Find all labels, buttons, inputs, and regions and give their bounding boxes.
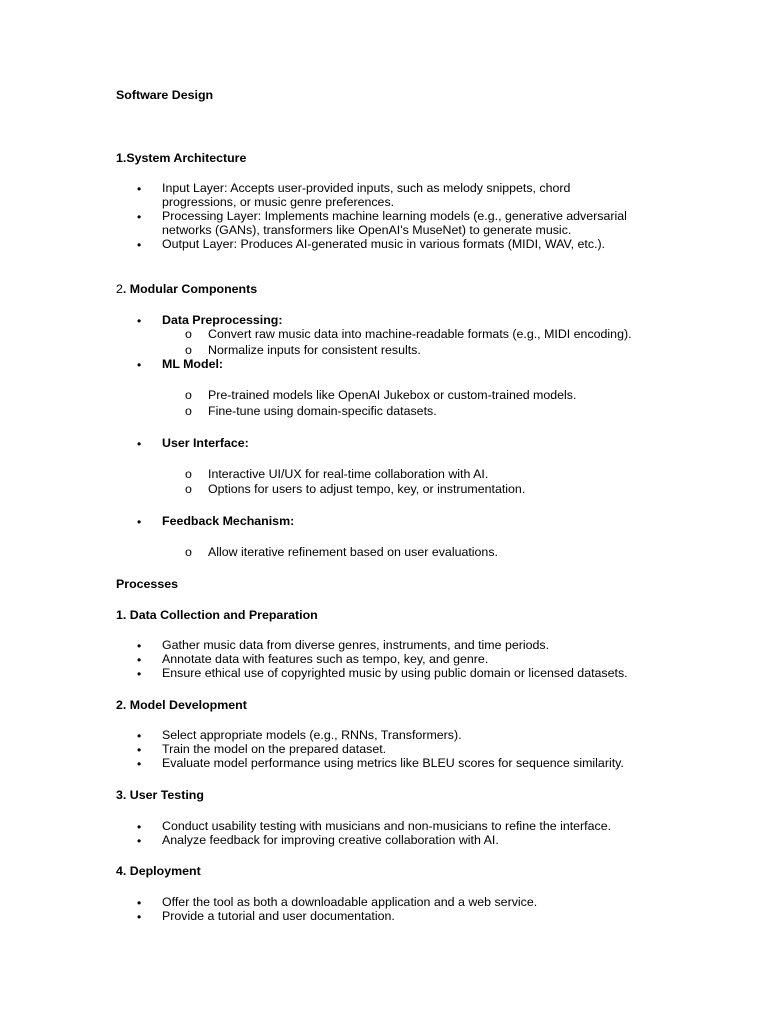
step-heading: 2. Model Development <box>116 698 247 712</box>
component-label: User Interface: <box>162 436 249 450</box>
list-item: Analyze feedback for improving creative collaboration with AI. <box>162 833 499 847</box>
step-heading: 1. Data Collection and Preparation <box>116 608 318 622</box>
bullet: • <box>137 210 142 224</box>
sub-item: Options for users to adjust tempo, key, or instrumentation. <box>208 482 526 496</box>
sub-bullet: o <box>185 545 192 559</box>
sub-bullet: o <box>185 388 192 402</box>
list-item: Evaluate model performance using metrics like BLEU scores for sequence similarity. <box>162 756 624 770</box>
list-item: Gather music data from diverse genres, instruments, and time periods. <box>162 638 550 652</box>
list-item <box>162 237 662 251</box>
section-heading-architecture: 1.System Architecture <box>116 151 247 165</box>
list-item-line: Processing Layer: Implements machine learning models (e.g., generative adversarial <box>162 209 627 223</box>
bullet: • <box>137 834 142 848</box>
bullet: • <box>137 820 142 834</box>
bullet: • <box>137 910 142 924</box>
step-heading: 4. Deployment <box>116 864 201 878</box>
bullet: • <box>137 358 142 372</box>
bullet: • <box>137 743 142 757</box>
sub-bullet: o <box>185 467 192 481</box>
list-item <box>162 209 662 237</box>
list-item-line: Input Layer: Accepts user-provided inputs, such as melody snippets, chord <box>162 181 571 195</box>
list-item: Ensure ethical use of copyrighted music by using public domain or licensed datasets. <box>162 666 628 680</box>
sub-item: Allow iterative refinement based on user evaluations. <box>208 545 498 559</box>
bullet: • <box>137 314 142 328</box>
bullet: • <box>137 729 142 743</box>
section-heading-processes: Processes <box>116 577 179 591</box>
bullet: • <box>137 639 142 653</box>
bullet: • <box>137 238 142 252</box>
bullet: • <box>137 896 142 910</box>
component-label: Feedback Mechanism: <box>162 514 295 528</box>
bullet: • <box>137 757 142 771</box>
list-item: Conduct usability testing with musicians and non-musicians to refine the interface. <box>162 819 612 833</box>
sub-item: Convert raw music data into machine-readable formats (e.g., MIDI encoding). <box>208 327 632 341</box>
sub-bullet: o <box>185 482 192 496</box>
sub-item: Normalize inputs for consistent results. <box>208 343 421 357</box>
sub-bullet: o <box>185 343 192 357</box>
heading-number: 2 <box>116 282 123 296</box>
list-item-line: networks (GANs), transformers like OpenAI's MuseNet) to generate music. <box>162 223 572 237</box>
list-item: Train the model on the prepared dataset. <box>162 742 387 756</box>
bullet: • <box>137 667 142 681</box>
bullet: • <box>137 653 142 667</box>
step-heading: 3. User Testing <box>116 788 204 802</box>
list-item: Provide a tutorial and user documentation. <box>162 909 395 923</box>
section-heading-modular <box>116 282 257 296</box>
component-label: Data Preprocessing: <box>162 313 283 327</box>
component-label: ML Model: <box>162 357 224 371</box>
list-item: Select appropriate models (e.g., RNNs, Transformers). <box>162 728 462 742</box>
list-item: Offer the tool as both a downloadable application and a web service. <box>162 895 538 909</box>
list-item-line: progressions, or music genre preferences. <box>162 195 395 209</box>
bullet: • <box>137 437 142 451</box>
bullet: • <box>137 182 142 196</box>
sub-item: Fine-tune using domain-specific datasets. <box>208 404 437 418</box>
sub-item: Interactive UI/UX for real-time collaboration with AI. <box>208 467 489 481</box>
list-item: Annotate data with features such as tempo, key, and genre. <box>162 652 489 666</box>
doc-title: Software Design <box>116 88 214 102</box>
sub-item: Pre-trained models like OpenAI Jukebox or custom-trained models. <box>208 388 577 402</box>
list-item <box>162 181 662 209</box>
heading-text: . Modular Components <box>122 282 258 296</box>
bullet: • <box>137 515 142 529</box>
sub-bullet: o <box>185 404 192 418</box>
list-item-line: Output Layer: Produces AI-generated music in various formats (MIDI, WAV, etc.). <box>162 237 606 251</box>
sub-bullet: o <box>185 327 192 341</box>
